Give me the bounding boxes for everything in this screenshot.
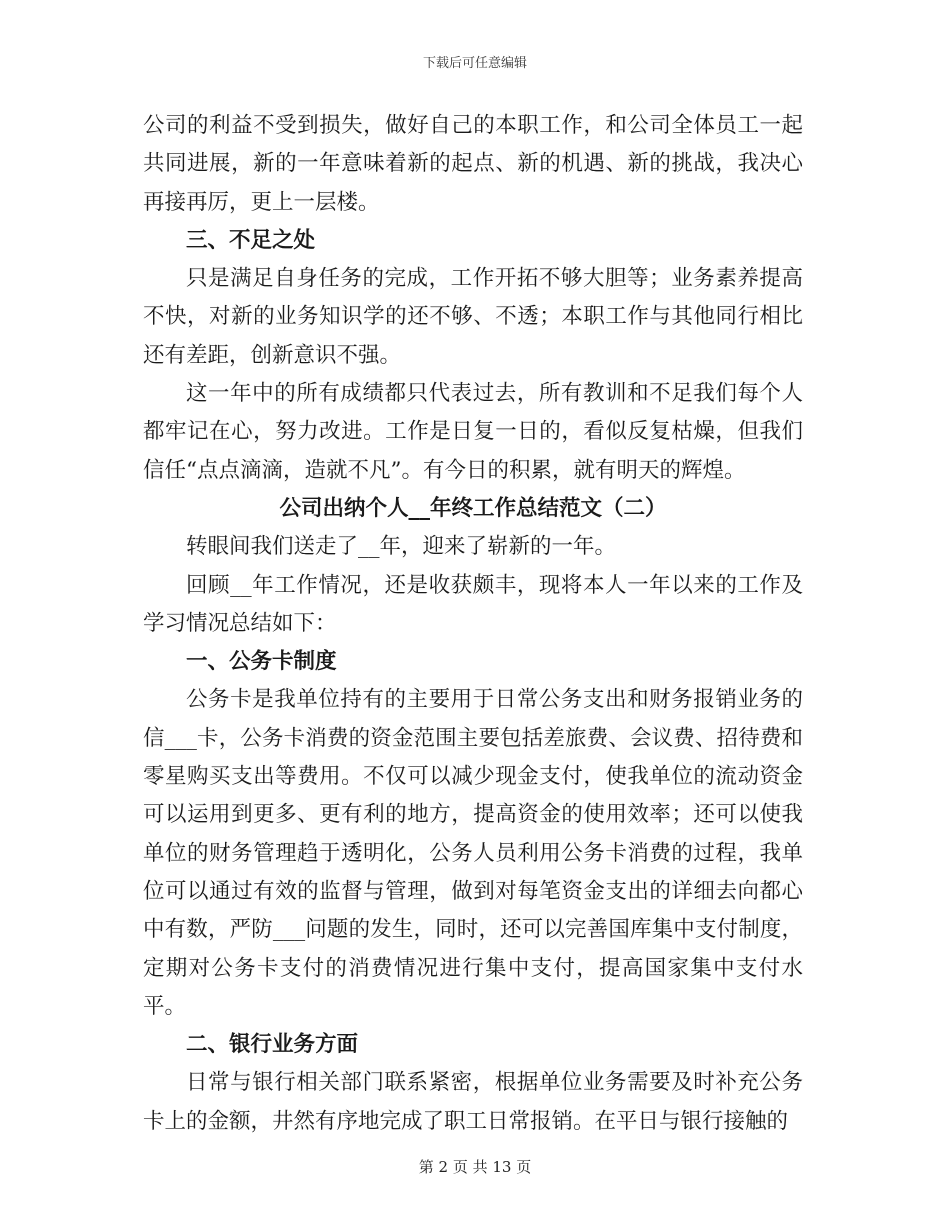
paragraph-review: 回顾__年工作情况，还是收获颇丰，现将本人一年以来的工作及学习情况总结如下： — [143, 572, 803, 636]
paragraph-continuation: 公司的利益不受到损失，做好自己的本职工作，和公司全体员工一起共同进展，新的一年意味着新的起点、新的机遇、新的挑战，我决心再接再厉，更上一层楼。 — [143, 113, 803, 215]
document-body — [143, 107, 803, 1141]
paragraph-intro: 转眼间我们送走了__年，迎来了崭新的一年。 — [186, 534, 617, 560]
section-heading-bank-business: 二、银行业务方面 — [186, 1032, 359, 1058]
paragraph-conclusion: 这一年中的所有成绩都只代表过去，所有教训和不足我们每个人都牢记在心，努力改进。工作是日复一日的，看似反复枯燥，但我们信任“点点滴滴，造就不凡”。有今日的积累，就有明天的辉煌。 — [143, 381, 803, 483]
page-header-note: 下载后可任意编辑 — [422, 56, 527, 71]
paragraph-card-system: 公务卡是我单位持有的主要用于日常公务支出和财务报销业务的信___卡，公务卡消费的资金范围主要包括差旅费、会议费、招待费和零星购买支出等费用。不仅可以减少现金支付，使我单位的流动资金可以运用到更多、更有利的地方，提高资金的使用效率；还可以使我单位的财务管理趋于透明化，公务人员利用公务卡消费的过程，我单位可以通过有效的监督与管理，做到对每笔资金支出的详细去向都心中有数，严防___问题的发生，同时，还可以完善国库集中支付制度，定期对公务卡支付的消费情况进行集中支付，提高国家集中支付水平。 — [143, 687, 803, 1019]
page-footer-number: 第 2 页 共 13 页 — [418, 1158, 532, 1176]
section-heading-shortcomings: 三、不足之处 — [186, 227, 316, 253]
section-heading-card-system: 一、公务卡制度 — [186, 649, 337, 675]
paragraph-shortcomings: 只是满足自身任务的完成，工作开拓不够大胆等；业务素养提高不快，对新的业务知识学的还不够、不透；本职工作与其他同行相比还有差距，创新意识不强。 — [143, 266, 803, 368]
document-title-two: 公司出纳个人__年终工作总结范文（二） — [279, 495, 667, 521]
paragraph-bank-business: 日常与银行相关部门联系紧密，根据单位业务需要及时补充公务卡上的金额，井然有序地完成了职工日常报销。在平日与银行接触的 — [143, 1070, 803, 1134]
